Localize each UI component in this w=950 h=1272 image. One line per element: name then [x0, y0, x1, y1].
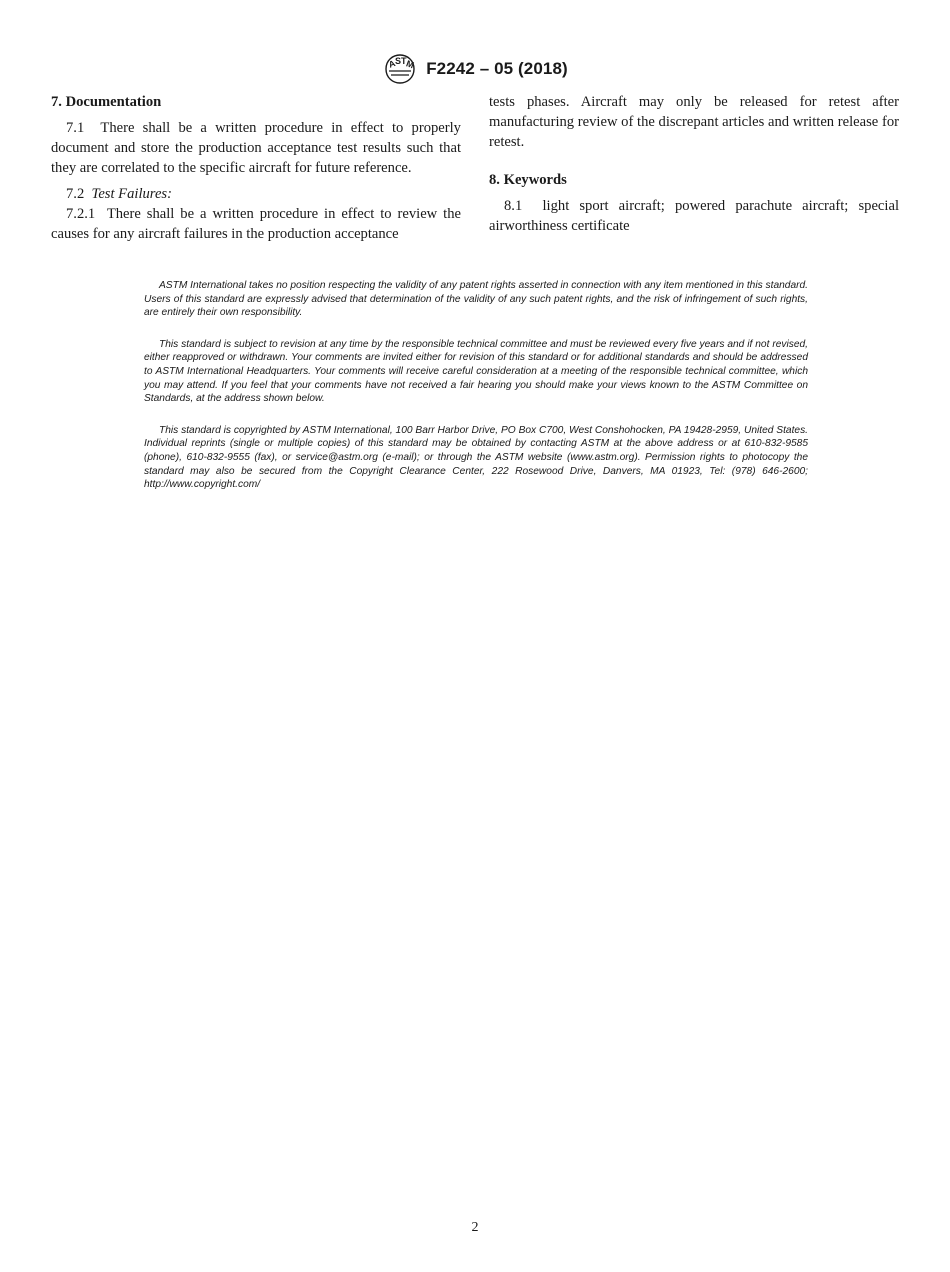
left-column [51, 92, 461, 244]
page-header [0, 52, 950, 86]
section-7-heading: 7. Documentation [51, 94, 162, 110]
paragraph-number: 8.1 [504, 198, 523, 214]
section-8-heading: 8. Keywords [489, 172, 567, 188]
paragraph-7-2-1-continued: tests phases. Aircraft may only be released for retest after manufacturing review of the discrepant articles and written release for retest. [489, 94, 899, 150]
svg-text:A: A [387, 58, 397, 70]
right-column [489, 92, 899, 236]
page-number: 2 [471, 1220, 479, 1235]
paragraph-number: 7.2 [66, 186, 85, 202]
paragraph-title: Test Failures: [91, 186, 172, 202]
copyright-notice: This standard is copyrighted by ASTM International, 100 Barr Harbor Drive, PO Box C700, West Conshohocken, PA 19428-2959, United States. Individual reprints (single or multiple copies) of this standard may be obtained by contacting ASTM at the above address or at 610-832-9585 (phone), 610-832-9555 (fax), or service@astm.org (e-mail); or through the ASTM website (www.astm.org). Permission rights to photocopy the standard may also be secured from the Copyright Clearance Center, 222 Rosewood Drive, Danvers, MA 01923, Tel: (978) 646-2600; http://www.copyright.com/ [144, 424, 808, 491]
paragraph-text: There shall be a written procedure in effect to properly document and store the production acceptance test results such that they are correlated to the specific aircraft for future reference. [51, 120, 461, 176]
svg-text:S: S [395, 56, 402, 66]
svg-text:T: T [401, 56, 407, 66]
paragraph-number: 7.1 [66, 120, 85, 136]
paragraph-text: light sport aircraft; powered parachute aircraft; special airworthiness certificate [489, 198, 899, 234]
paragraph-7-2-1 [51, 204, 461, 244]
revision-notice: This standard is subject to revision at any time by the responsible technical committee and must be reviewed every five years and if not revised, either reapproved or withdrawn. Your comments are invited either for revision of this standard or for additional standards and should be addressed to ASTM International Headquarters. Your comments will receive careful consideration at a meeting of the responsible technical committee, which you may attend. If you feel that your comments have not received a fair hearing you should make your views known to the ASTM Committee on Standards, at the address shown below. [144, 338, 808, 405]
svg-text:M: M [405, 58, 416, 71]
paragraph-7-2 [51, 184, 461, 204]
paragraph-text: There shall be a written procedure in effect to review the causes for any aircraft failures in the production acceptance [51, 206, 461, 242]
paragraph-number: 7.2.1 [66, 206, 96, 222]
astm-notices [144, 279, 808, 510]
paragraph-7-1 [51, 118, 461, 178]
astm-logo-icon [382, 52, 418, 86]
document-designation: F2242 – 05 (2018) [426, 59, 568, 78]
paragraph-8-1 [489, 196, 899, 236]
patent-notice: ASTM International takes no position respecting the validity of any patent rights asserted in connection with any item mentioned in this standard. Users of this standard are expressly advised that determination of the validity of any such patent rights, and the risk of infringement of such rights, are entirely their own responsibility. [144, 280, 808, 319]
